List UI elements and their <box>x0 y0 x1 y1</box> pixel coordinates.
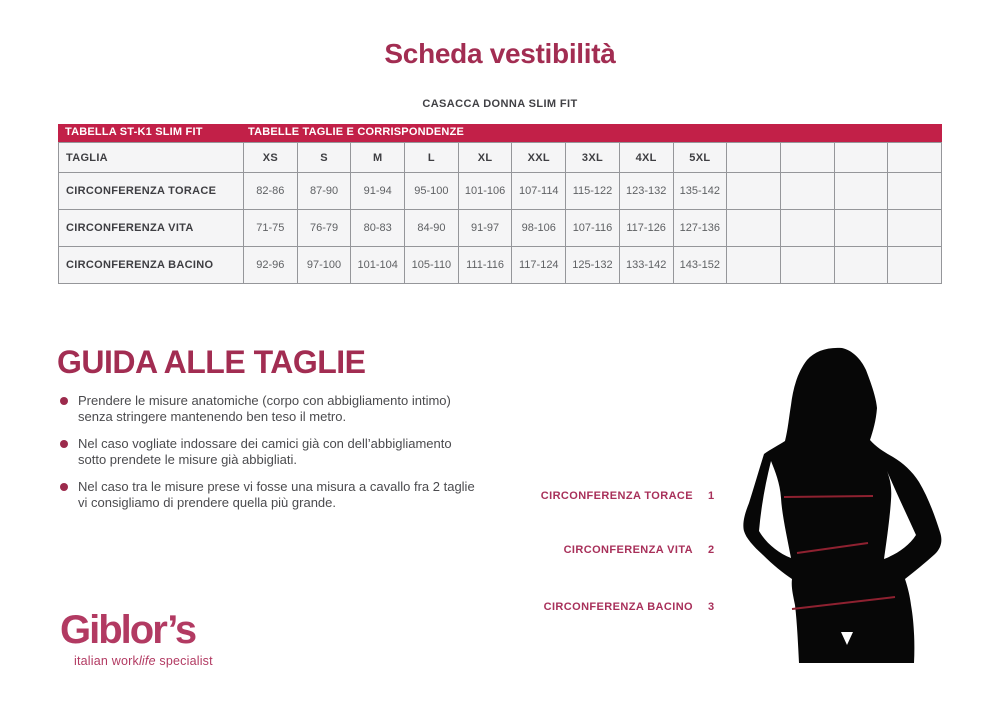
table-cell <box>888 210 942 247</box>
tagline-part: italian work <box>74 654 139 668</box>
size-table-header-bar <box>58 124 942 142</box>
bullet-line: sotto prendete le misure già abbigliati. <box>78 452 297 467</box>
table-cell <box>834 210 888 247</box>
table-cell: 143-152 <box>673 247 727 284</box>
table-cell <box>780 210 834 247</box>
table-header-left: TABELLA ST-K1 SLIM FIT <box>65 126 203 138</box>
table-cell: 117-126 <box>619 210 673 247</box>
table-cell: XS <box>244 143 298 173</box>
size-table-grid <box>58 142 942 284</box>
table-cell: 135-142 <box>673 173 727 210</box>
table-cell <box>888 247 942 284</box>
table-cell: 76-79 <box>297 210 351 247</box>
table-cell <box>727 143 781 173</box>
bullet-line: vi consigliamo di prendere quella più grande. <box>78 495 336 510</box>
table-cell: M <box>351 143 405 173</box>
table-cell: 84-90 <box>405 210 459 247</box>
giblors-logo <box>60 608 213 668</box>
size-guide-heading: GUIDA ALLE TAGLIE <box>57 344 366 380</box>
table-cell: 123-132 <box>619 173 673 210</box>
measure-label-bacino <box>443 601 715 613</box>
table-row <box>59 247 942 284</box>
measure-label-text: CIRCONFERENZA BACINO <box>543 601 693 613</box>
silhouette-shape <box>743 348 941 663</box>
table-cell: 92-96 <box>244 247 298 284</box>
table-header-right: TABELLE TAGLIE E CORRISPONDENZE <box>248 126 465 138</box>
measure-label-number: 1 <box>708 490 715 502</box>
table-cell: 115-122 <box>566 173 620 210</box>
tagline-part-italic: life <box>138 654 156 668</box>
table-cell <box>727 247 781 284</box>
bullet-text <box>78 479 475 511</box>
table-cell: 111-116 <box>458 247 512 284</box>
table-cell: 97-100 <box>297 247 351 284</box>
table-cell <box>888 143 942 173</box>
table-cell: S <box>297 143 351 173</box>
table-cell: 71-75 <box>244 210 298 247</box>
table-cell: 101-106 <box>458 173 512 210</box>
bullet-line: Nel caso tra le misure prese vi fosse una misura a cavallo fra 2 taglie <box>78 479 475 494</box>
table-row <box>59 210 942 247</box>
table-cell: XXL <box>512 143 566 173</box>
logo-wordmark: Giblor’s <box>60 608 196 652</box>
guide-bullet <box>58 436 538 468</box>
table-cell: 125-132 <box>566 247 620 284</box>
table-cell: 98-106 <box>512 210 566 247</box>
table-cell: 5XL <box>673 143 727 173</box>
table-cell <box>780 143 834 173</box>
row-label: CIRCONFERENZA TORACE <box>59 173 244 210</box>
size-guide-bullets <box>58 393 538 522</box>
measure-label-number: 2 <box>708 544 715 556</box>
measure-label-number: 3 <box>708 601 715 613</box>
table-cell: L <box>405 143 459 173</box>
page-title: Scheda vestibilità <box>384 38 616 69</box>
table-cell: 91-94 <box>351 173 405 210</box>
table-cell: 133-142 <box>619 247 673 284</box>
bullet-dot-icon <box>60 397 68 405</box>
table-cell: 87-90 <box>297 173 351 210</box>
table-row-taglia <box>59 143 942 173</box>
table-row <box>59 173 942 210</box>
table-cell: 91-97 <box>458 210 512 247</box>
table-cell <box>888 173 942 210</box>
table-cell <box>780 247 834 284</box>
table-cell <box>834 173 888 210</box>
table-cell: 3XL <box>566 143 620 173</box>
table-cell: 95-100 <box>405 173 459 210</box>
table-cell: 117-124 <box>512 247 566 284</box>
woman-silhouette-figure <box>735 345 965 663</box>
bullet-line: senza stringere mantenendo ben teso il metro. <box>78 409 347 424</box>
row-label: CIRCONFERENZA VITA <box>59 210 244 247</box>
table-cell: 82-86 <box>244 173 298 210</box>
measure-label-torace <box>443 490 715 502</box>
table-cell: 80-83 <box>351 210 405 247</box>
logo-tagline <box>74 654 213 668</box>
table-cell: 127-136 <box>673 210 727 247</box>
table-cell: 107-116 <box>566 210 620 247</box>
table-cell <box>727 173 781 210</box>
table-cell: XL <box>458 143 512 173</box>
size-table-body <box>59 143 942 284</box>
size-table <box>58 124 942 284</box>
measure-label-text: CIRCONFERENZA VITA <box>563 544 693 556</box>
measure-line-torace <box>784 496 873 497</box>
measure-label-text: CIRCONFERENZA TORACE <box>540 490 693 502</box>
table-cell <box>727 210 781 247</box>
measure-label-vita <box>443 544 715 556</box>
table-cell: 107-114 <box>512 173 566 210</box>
guide-bullet <box>58 393 538 425</box>
row-label: CIRCONFERENZA BACINO <box>59 247 244 284</box>
table-cell <box>834 143 888 173</box>
bullet-text <box>78 436 452 468</box>
bullet-line: Nel caso vogliate indossare dei camici già con dell’abbigliamento <box>78 436 452 451</box>
product-subtitle: CASACCA DONNA SLIM FIT <box>422 98 578 110</box>
table-cell: 101-104 <box>351 247 405 284</box>
bullet-dot-icon <box>60 483 68 491</box>
table-cell: 4XL <box>619 143 673 173</box>
row-label: TAGLIA <box>59 143 244 173</box>
bullet-text <box>78 393 451 425</box>
bullet-line: Prendere le misure anatomiche (corpo con abbigliamento intimo) <box>78 393 451 408</box>
table-cell: 105-110 <box>405 247 459 284</box>
table-cell <box>780 173 834 210</box>
table-cell <box>834 247 888 284</box>
bullet-dot-icon <box>60 440 68 448</box>
tagline-part: specialist <box>155 654 213 668</box>
